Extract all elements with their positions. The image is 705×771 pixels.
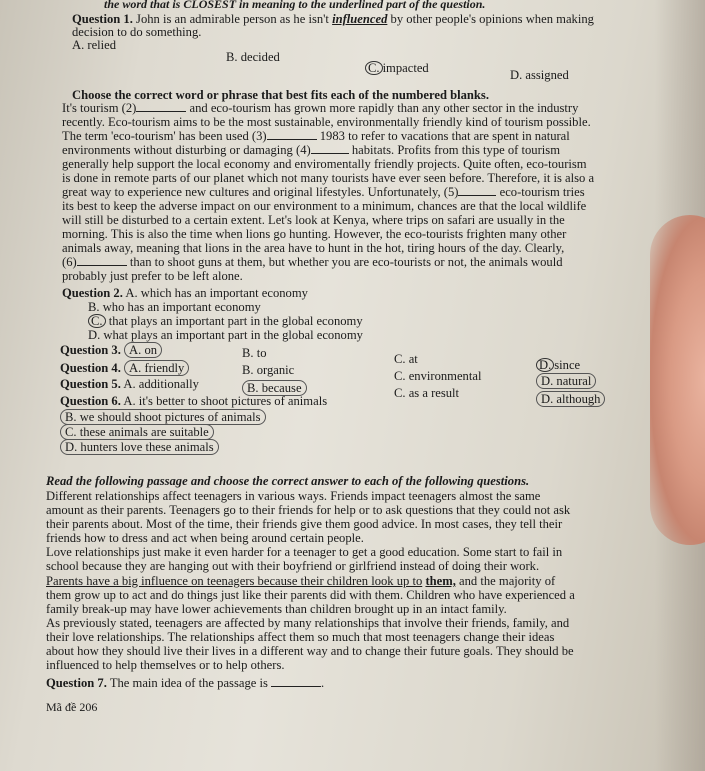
thumb (650, 215, 705, 545)
q3-option-b[interactable]: B. to (242, 346, 267, 360)
question-4-label: Question 4. (60, 361, 121, 375)
q4-option-b[interactable]: B. organic (242, 363, 295, 377)
question-3-label: Question 3. (60, 343, 121, 357)
q1-option-b[interactable]: B. decided (226, 50, 280, 64)
question-2-label: Question 2. (62, 286, 123, 300)
blank-5 (458, 185, 496, 196)
question-7: Question 7. The main idea of the passage is . (46, 676, 325, 690)
exam-page: the word that is CLOSEST in meaning to the underlined part of the question. Question 1. John is an admirable person as he isn't influenced by other people's opinions when making decision to do something. A. relied B. decided C. impacted D. assigned Choose the correct word or phrase that best fits each of the numbered blanks. It's tourism (2) and eco-tourism has grown more rapidly than any other sector in the industry recently. Eco-tourism aims to be the most sustainable, environmentally friendly kind of tourism possible. The term 'eco-tourism' has been used (3) 1983 to refer to vacations that are spent in natural environments without disturbing or damaging (4) habitats. Profits from this type of tourism generally help support the local economy and enviromentally friendly projects. Quite often, eco-tourism is done in remote parts of our planet which not many tourists have ever seen before. Therefore, it is also a great way to experience new cultures and original lifestyles. Unfortunately, (5) eco-tourism tries its best to keep the adverse impact on our environment to a minimum, chances are that the local wildlife will still be disturbed to a certain extent. Let's look at Kenya, where trips on safari are usually in the morning. This is also the time when lions go hunting. However, the eco-tourists frighten many other animals away, meaning that lions in the area have to hunt in the hot, tiring hours of the day. Clearly, (6) than to shoot guns at them, but whether you are eco-tourists or not, the animals would probably just prefer to be left alone. Question 2. A. which has an important economy B. who has an important economy C. that plays an important part in the global economy D. what plays an important part in the global economy Question 3. A. on B. to C. at D. since Question 4. A. friendly B. organic C. environmental D. natural Question 5. A. additionally B. because C. as a result D. although Question 6. A. it's better to shoot pictures of animals B. we should shoot pictures of animals C. these animals are suitable D. hunters love these animals Read the following passage and choose the correct answer to each of the following questions. Different relationships affect teenagers in various ways. Friends impact teenagers almost the same amount as their parents. Teenagers go to their friends for help or to ask questions that they could not ask their parents about. Most of the time, their friends give them good advice. In most cases, they tell their friends how to dress and act when being around certain people. Love relationships just make it even harder for a teenager to get a good education. Some start to fail in school because they are hanging out with their boyfriend or girlfriend instead of doing their work. Parents have a big influence on teenagers because their children look up to them, and the majority of them grow up to act and do things just like their parents did with them. Children who have experienced a family break-up may have lower achievements than children brought up in an intact family. As previously stated, teenagers are affected by many relationships that involve their friends, family, and their love relationships. The relationships affect them so much that most teenagers change their ideas about how they should live their lives in a different way and to change their future goals. They should be influenced to help themselves or to help others. Question 7. The main idea of the passage is . Mã đề 206 (0, 0, 660, 771)
exam-code: Mã đề 206 (46, 700, 98, 714)
underlined-word: influenced (332, 12, 388, 26)
q2-option-a[interactable]: Question 2. A. which has an important economy (62, 286, 308, 300)
q1-option-d[interactable]: D. assigned (510, 68, 569, 82)
header-instruction: the word that is CLOSEST in meaning to the underlined part of the question. (104, 0, 486, 11)
q3-option-d[interactable]: D. since (536, 358, 580, 372)
q5-option-a[interactable]: Question 5. A. additionally (60, 377, 199, 391)
answer-circle: C. (88, 314, 106, 328)
q2-option-b[interactable]: B. who has an important economy (88, 300, 261, 314)
blank-7 (271, 676, 321, 687)
question-1-label: Question 1. (72, 12, 133, 26)
section-instruction-1: Choose the correct word or phrase that best fits each of the numbered blanks. (72, 88, 489, 102)
q4-option-d[interactable]: D. natural (536, 373, 596, 389)
q4-option-c[interactable]: C. environmental (394, 369, 482, 383)
q1-option-a[interactable]: A. relied (72, 38, 117, 52)
question-5-label: Question 5. (60, 377, 121, 391)
q6-option-c[interactable]: C. these animals are suitable (60, 424, 214, 440)
blank-3 (267, 129, 317, 140)
question-1-line-1: Question 1. John is an admirable person as he isn't influenced by other people's opinions when making (72, 12, 594, 26)
q2-option-d[interactable]: D. what plays an important part in the global economy (88, 328, 363, 342)
question-1-line-2: decision to do something. (72, 25, 202, 39)
q1-option-c[interactable]: C. impacted (365, 61, 429, 75)
q3-option-a[interactable]: Question 3. A. on (60, 342, 162, 358)
question-7-label: Question 7. (46, 676, 107, 690)
q5-option-b[interactable]: B. because (242, 380, 307, 396)
q3-option-c[interactable]: C. at (394, 352, 418, 366)
blank-2 (136, 101, 186, 112)
q5-option-c[interactable]: C. as a result (394, 386, 460, 400)
q6-option-a[interactable]: Question 6. A. it's better to shoot pictures of animals (60, 394, 328, 408)
q6-option-b[interactable]: B. we should shoot pictures of animals (60, 409, 266, 425)
blank-4 (311, 143, 349, 154)
section-instruction-2: Read the following passage and choose the correct answer to each of the following questions. (46, 474, 530, 488)
q6-option-d[interactable]: D. hunters love these animals (60, 439, 219, 455)
answer-circle: C. (365, 61, 383, 75)
blank-6 (77, 255, 127, 266)
q5-option-d[interactable]: D. although (536, 391, 605, 407)
q2-option-c[interactable]: C. that plays an important part in the global economy (88, 314, 363, 328)
underlined-word-them: them, (425, 574, 456, 588)
answer-circle: D. (536, 358, 554, 372)
question-6-label: Question 6. (60, 394, 121, 408)
q4-option-a[interactable]: Question 4. A. friendly (60, 360, 189, 376)
